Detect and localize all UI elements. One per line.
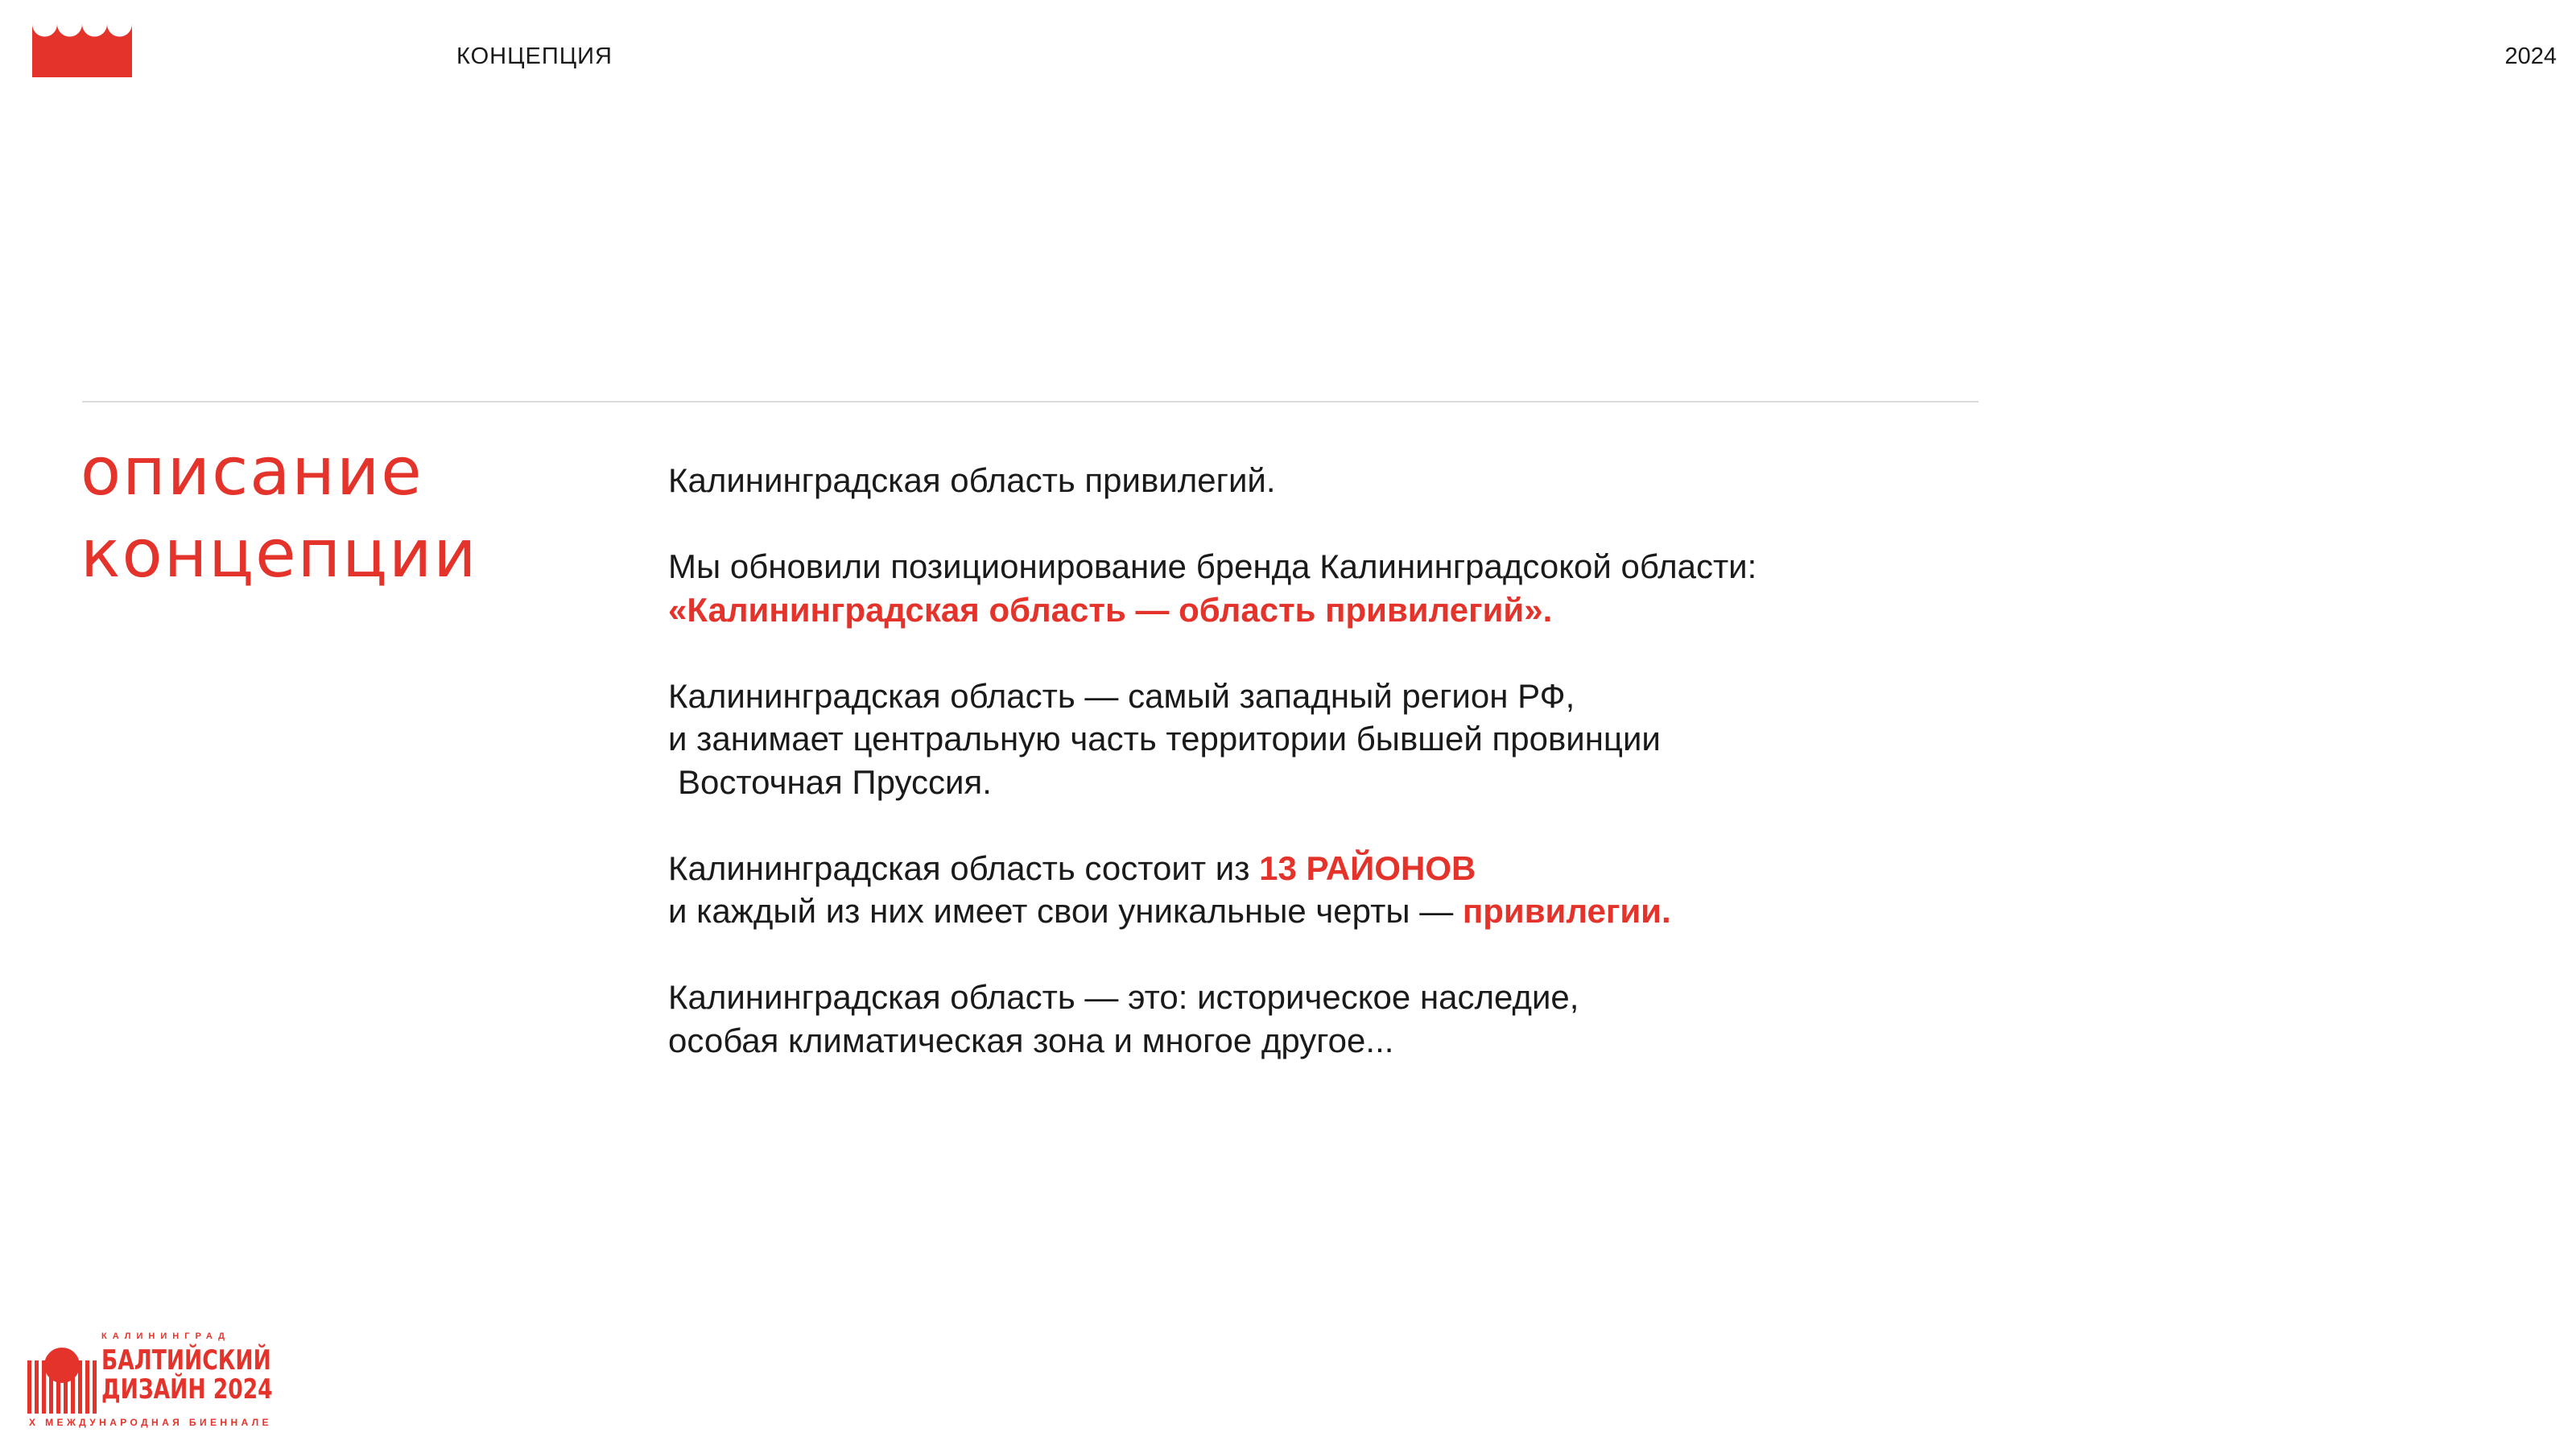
year-label: 2024 [2504, 43, 2557, 69]
page-title-line-2: концепции [80, 516, 478, 592]
privileges-accent: привилегии. [1462, 892, 1671, 930]
paragraph-4 [668, 847, 1972, 933]
biennale-city: КАЛИНИНГРАД [101, 1331, 231, 1341]
paragraph-1-line-1: Калининградская область привилегий. [668, 461, 1276, 499]
districts-count: 13 РАЙОНОВ [1259, 848, 1476, 887]
paragraph-4-line-2 [668, 890, 1972, 933]
paragraph-3-line-2: и занимает центральную часть территории бывшей провинции [668, 720, 1661, 758]
paragraph-5 [668, 976, 1972, 1062]
paragraph-3-line-3: Восточная Пруссия. [678, 762, 992, 801]
divider [82, 401, 1979, 402]
biennale-bars-icon [27, 1344, 97, 1418]
paragraph-4-line-1 [668, 847, 1972, 890]
biennale-logo [27, 1331, 273, 1431]
paragraph-2-line-1: Мы обновили позиционирование бренда Калининградсокой области: [668, 547, 1757, 585]
page-title-line-1: описание [80, 434, 423, 510]
paragraph-3-line-1: Калининградская область — самый западный регион РФ, [668, 676, 1575, 715]
crown-logo-icon [32, 24, 132, 77]
brand-slogan: «Калининградская область — область привилегий». [668, 590, 1553, 629]
biennale-name-line-1: БАЛТИЙСКИЙ [101, 1344, 271, 1377]
biennale-subtitle: X МЕЖДУНАРОДНАЯ БИЕННАЛЕ [29, 1417, 272, 1428]
biennale-name-line-2: ДИЗАЙН 2024 [101, 1373, 273, 1406]
paragraph-4-line-2-text: и каждый из них имеет свои уникальные черты — [668, 892, 1463, 930]
paragraph-4-line-1-text: Калининградская область состоит из [668, 848, 1260, 887]
biennale-name [101, 1346, 273, 1404]
paragraph-1 [668, 459, 1972, 502]
paragraph-3 [668, 675, 1972, 804]
paragraph-5-line-2: особая климатическая зона и многое другое... [668, 1021, 1394, 1059]
paragraph-5-line-1: Калининградская область — это: историческое наследие, [668, 978, 1579, 1016]
page-title [80, 431, 478, 596]
section-label: КОНЦЕПЦИЯ [456, 43, 613, 69]
paragraph-2 [668, 545, 1972, 631]
concept-description [668, 459, 1972, 1062]
